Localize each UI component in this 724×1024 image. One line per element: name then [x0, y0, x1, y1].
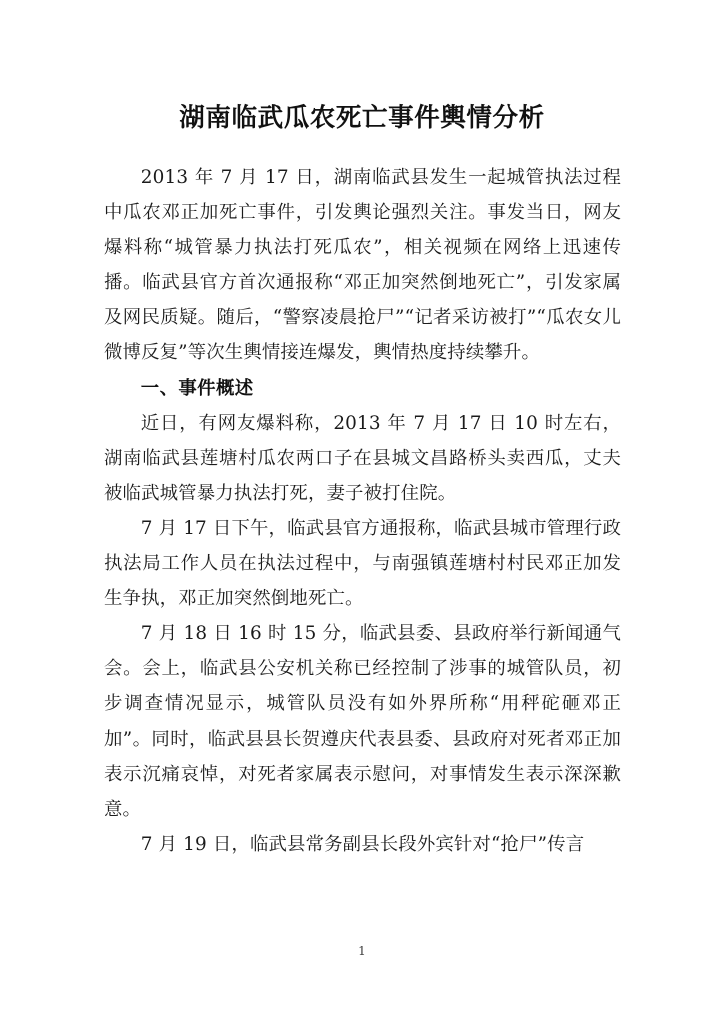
page-title: 湖南临武瓜农死亡事件輿情分析 [179, 103, 545, 134]
document-body [104, 160, 621, 862]
paragraph-jul19-partial: 7 月 19 日，临武县常务副县长段外宾针对“抢尸”传言 [140, 833, 585, 855]
paragraph-incident-report: 近日，有网友爆料称，2013 年 7 月 17 日 10 时左右，湖南临武县莲塘村瓜农两口子在县城文昌路桥头卖西瓜，丈夫被临武城管暴力执法打死，妻子被打住院。 [104, 412, 621, 504]
page-number: 1 [358, 944, 366, 958]
paragraph-official-notice-jul17: 7 月 17 日下午，临武县官方通报称，临武县城市管理行政执法局工作人员在执法过程中，与南强镇莲塘村村民邓正加发生争执，邓正加突然倒地死亡。 [104, 517, 621, 610]
section-heading-event-overview: 一、事件概述 [140, 377, 254, 399]
paragraph-press-conference-jul18: 7 月 18 日 16 时 15 分，临武县委、县政府举行新闻通气会。会上，临武县公安机关称已经控制了涉事的城管队员，初步调查情况显示，城管队员没有如外界所称“用秤砣砸邓正加”。同时，临武县县长贺遵庆代表县委、县政府对死者邓正加表示沉痛哀悼，对死者家属表示慰问，对事情发生表示深深歉意。 [104, 623, 621, 820]
paragraph-overview-lead: 2013 年 7 月 17 日，湖南临武县发生一起城管执法过程中瓜农邓正加死亡事件，引发輿论强烈关注。事发当日，网友爆料称“城管暴力执法打死瓜农”，相关视频在网络上迅速传播。临武县官方首次通报称“邓正加突然倒地死亡”，引发家属及网民质疑。随后，“警察凌晨抢尸”“记者采访被打”“瓜农女儿微博反复”等次生輿情接连爆发，輿情热度持续攀升。 [104, 167, 621, 364]
